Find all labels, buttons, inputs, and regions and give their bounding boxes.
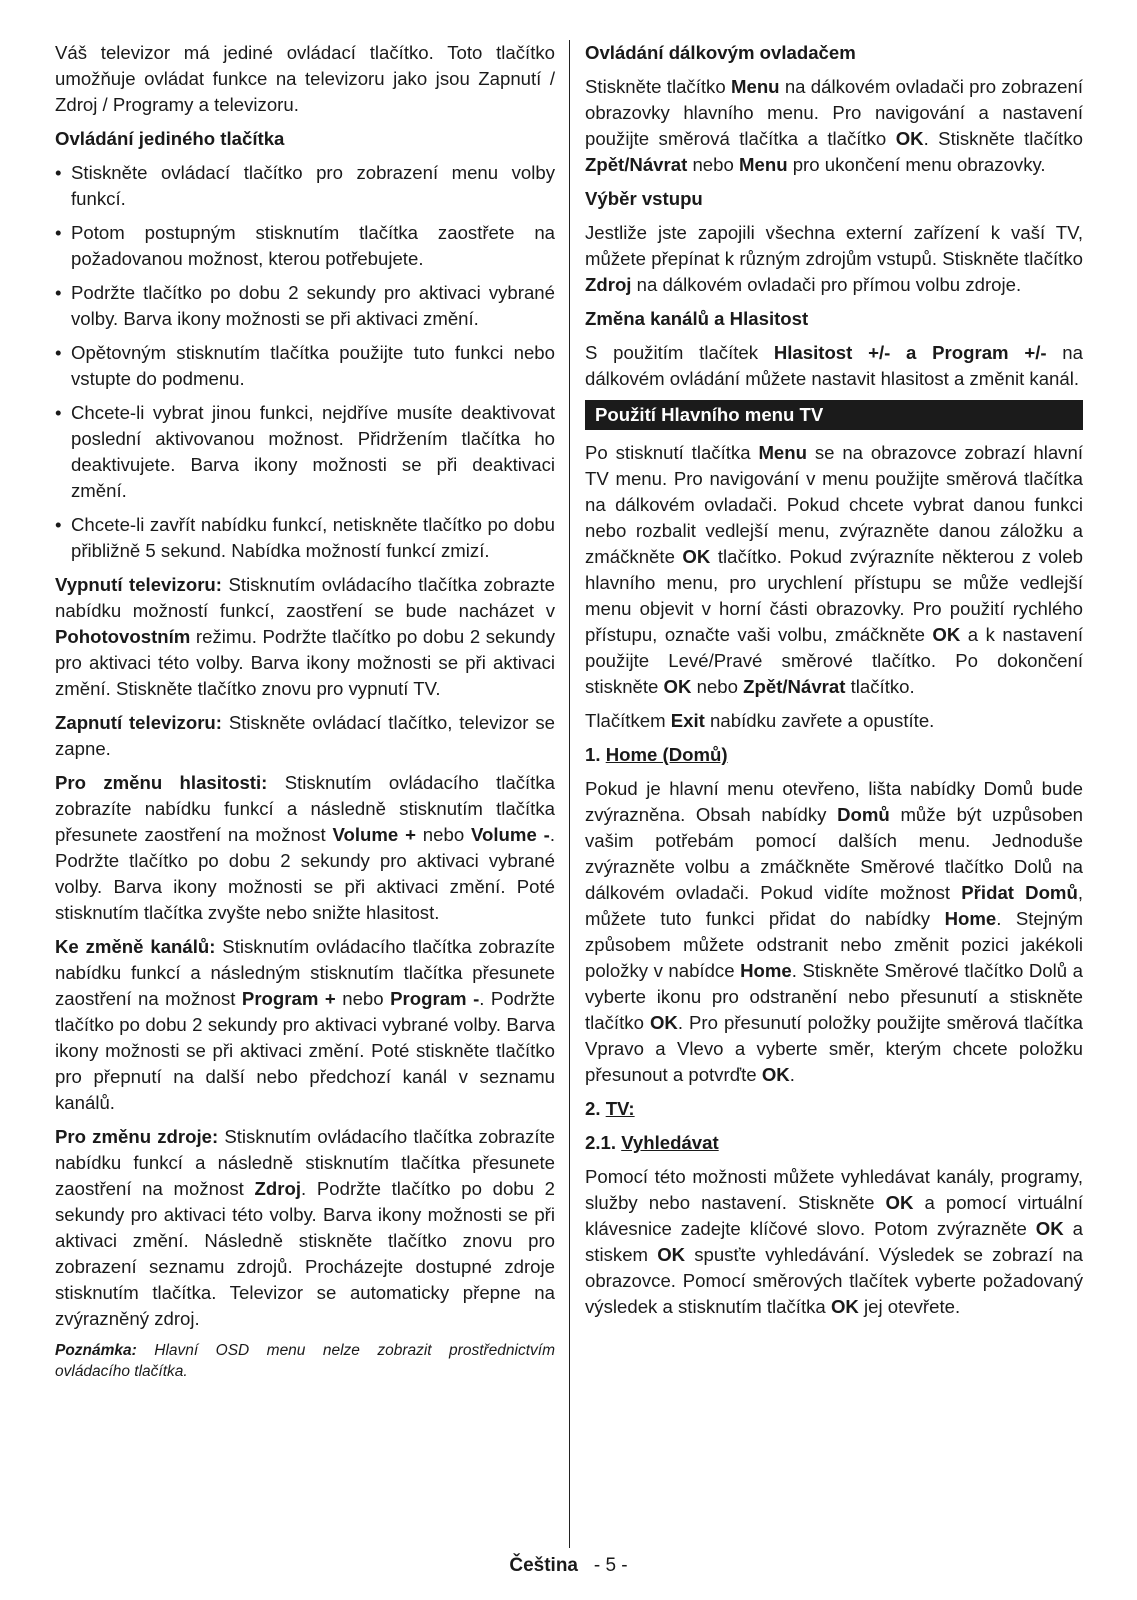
- list-item: • Chcete-li vybrat jinou funkci, nejdříve musíte deaktivovat poslední aktivovanou možnost. Přidržením tlačítka ho deaktivujete. Barva ikony možnosti se při deaktivaci změní.: [55, 402, 555, 501]
- right-column: [585, 40, 1083, 1328]
- input-paragraph: Jestliže jste zapojili všechna externí zařízení k vaší TV, můžete přepínat k různým zdrojům vstupů. Stiskněte tlačítko Zdroj na dálkovém ovladači pro přímou volbu zdroje.: [585, 222, 1083, 295]
- note-paragraph: Poznámka: Hlavní OSD menu nelze zobrazit prostřednictvím ovládacího tlačítka.: [55, 1342, 555, 1380]
- input-heading: Výběr vstupu: [585, 188, 703, 209]
- list-item: • Chcete-li zavřít nabídku funkcí, netiskněte tlačítko po dobu přibližně 5 sekund. Nabídka možností funkcí zmizí.: [55, 514, 555, 561]
- column-divider: [569, 40, 570, 1548]
- volume-paragraph: Pro změnu hlasitosti: Stisknutím ovládacího tlačítka zobrazíte nabídku funkcí a následně stisknutím tlačítka přesunete zaostření na možnost Volume + nebo Volume -. Podržte tlačítko po dobu 2 sekundy pro aktivaci vybrané volby. Barva ikony možnosti se při aktivaci změní. Poté stisknutím tlačítka zvyšte nebo snižte hlasitost.: [55, 772, 555, 923]
- single-button-list: [55, 160, 555, 564]
- tv-on-paragraph: Zapnutí televizoru: Stiskněte ovládací tlačítko, televizor se zapne.: [55, 712, 555, 759]
- main-menu-paragraph: Po stisknutí tlačítka Menu se na obrazovce zobrazí hlavní TV menu. Pro navigování v menu použijte směrová tlačítka na dálkovém ovladači. Pokud chcete vybrat danou funkci nebo rozbalit vedlejší menu, zvýrazněte danou záložku a zmáčkněte OK tlačítko. Pokud zvýrazníte některou z voleb hlavního menu, pro urychlení přístupu se může vedlejší menu objevit v horní části obrazovky. Pro použití rychlého přístupu, označte vaši volbu, zmáčkněte OK a k nastavení použijte Levé/Pravé směrové tlačítko. Po dokončení stiskněte OK nebo Zpět/Návrat tlačítko.: [585, 442, 1083, 697]
- channel-volume-paragraph: S použitím tlačítek Hlasitost +/- a Program +/- na dálkovém ovládání můžete nastavit hlasitost a změnit kanál.: [585, 342, 1083, 389]
- page-footer: [0, 1555, 1137, 1577]
- remote-heading: Ovládání dálkovým ovladačem: [585, 42, 856, 63]
- search-paragraph: Pomocí této možnosti můžete vyhledávat kanály, programy, služby nebo nastavení. Stiskněte OK a pomocí virtuální klávesnice zadejte klíčové slovo. Potom zvýrazněte OK a stiskem OK spusťte vyhledávání. Výsledek se zobrazí na obrazovce. Pomocí směrových tlačítek vyberte požadovaný výsledek a stisknutím tlačítka OK jej otevřete.: [585, 1166, 1084, 1317]
- left-column: [55, 40, 555, 1382]
- page-number: - 5 -: [593, 1555, 628, 1576]
- list-item: • Opětovným stisknutím tlačítka použijte tuto funkci nebo vstupte do podmenu.: [55, 342, 555, 389]
- home-heading: 1. Home (Domů): [585, 744, 728, 765]
- exit-paragraph: Tlačítkem Exit nabídku zavřete a opustíte.: [585, 710, 935, 731]
- list-item: • Potom postupným stisknutím tlačítka zaostřete na požadovanou možnost, kterou potřebujete.: [55, 222, 555, 269]
- single-button-heading: Ovládání jediného tlačítka: [55, 128, 285, 149]
- search-heading: 2.1. Vyhledávat: [585, 1132, 719, 1153]
- remote-paragraph: Stiskněte tlačítko Menu na dálkovém ovladači pro zobrazení obrazovky hlavního menu. Pro navigování a nastavení použijte směrová tlačítka a tlačítko OK. Stiskněte tlačítko Zpět/Návrat nebo Menu pro ukončení menu obrazovky.: [585, 76, 1084, 175]
- list-item: • Podržte tlačítko po dobu 2 sekundy pro aktivaci vybrané volby. Barva ikony možnosti se při aktivaci změní.: [55, 282, 555, 329]
- tv-heading: 2. TV:: [585, 1098, 635, 1119]
- footer-language: Čeština: [509, 1555, 578, 1576]
- tv-off-paragraph: Vypnutí televizoru: Stisknutím ovládacího tlačítka zobrazte nabídku možností funkcí, zaostření se bude nacházet v Pohotovostním režimu. Podržte tlačítko po dobu 2 sekundy pro aktivaci této volby. Barva ikony možnosti se při aktivaci změní. Stiskněte tlačítko znovu pro vypnutí TV.: [55, 574, 555, 699]
- source-paragraph: Pro změnu zdroje: Stisknutím ovládacího tlačítka zobrazíte nabídku funkcí a následně stisknutím tlačítka přesunete zaostření na možnost Zdroj. Podržte tlačítko po dobu 2 sekundy pro aktivaci této volby. Barva ikony možnosti se při aktivaci změní. Následně stiskněte tlačítko znovu pro zobrazení seznamu zdrojů. Procházejte dostupné zdroje stisknutím tlačítka. Televizor se automaticky přepne na zvýrazněný zdroj.: [55, 1126, 555, 1329]
- intro-paragraph: Váš televizor má jediné ovládací tlačítko. Toto tlačítko umožňuje ovládat funkce na televizoru jako jsou Zapnutí / Zdroj / Programy a televizoru.: [55, 42, 555, 115]
- home-paragraph: Pokud je hlavní menu otevřeno, lišta nabídky Domů bude zvýrazněna. Obsah nabídky Domů může být uzpůsoben vašim potřebám pomocí dalších menu. Jednoduše zvýrazněte volbu a zmáčkněte Směrové tlačítko Dolů na dálkovém ovladači. Pokud vidíte možnost Přidat Domů, můžete tuto funkci přidat do nabídky Home. Stejným způsobem můžete odstranit nebo změnit pozici jakékoli položky v nabídce Home. Stiskněte Směrové tlačítko Dolů a vyberte ikonu pro odstranění nebo přesunutí a stiskněte tlačítko OK. Pro přesunutí položky použijte směrová tlačítka Vpravo a Vlevo a vyberte směr, kterým chcete položku přesunout a potvrďte OK.: [585, 778, 1084, 1085]
- channel-volume-heading: Změna kanálů a Hlasitost: [585, 308, 809, 329]
- list-item: • Stiskněte ovládací tlačítko pro zobrazení menu volby funkcí.: [55, 162, 555, 209]
- main-menu-section-bar: Použití Hlavního menu TV: [585, 400, 1083, 430]
- channel-paragraph: Ke změně kanálů: Stisknutím ovládacího tlačítka zobrazíte nabídku funkcí a následným stisknutím tlačítka přesunete zaostření na možnost Program + nebo Program -. Podržte tlačítko po dobu 2 sekundy pro aktivaci vybrané volby. Barva ikony možnosti se při aktivaci změní. Poté stiskněte tlačítko pro přepnutí na další nebo předchozí kanál v seznamu kanálů.: [55, 936, 556, 1113]
